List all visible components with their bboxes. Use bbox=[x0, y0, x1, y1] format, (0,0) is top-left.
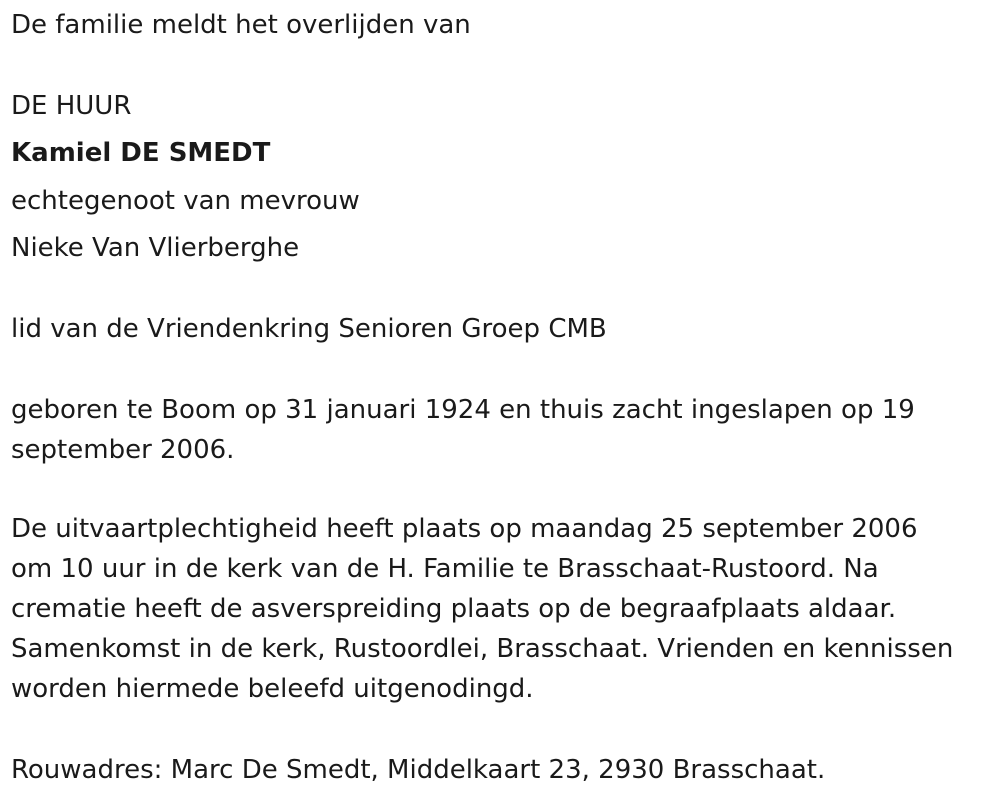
deceased-prefix: DE HUUR bbox=[11, 91, 132, 121]
funeral-line: om 10 uur in de kerk van de H. Familie te Brasschaat-Rustoord. Na bbox=[11, 554, 879, 584]
birth-death-line: geboren te Boom op 31 januari 1924 en thuis zacht ingeslapen op 19 bbox=[11, 395, 915, 425]
funeral-line: Samenkomst in de kerk, Rustoordlei, Brasschaat. Vrienden en kennissen bbox=[11, 634, 954, 664]
spouse-name: Nieke Van Vlierberghe bbox=[11, 233, 300, 263]
birth-death-line: september 2006. bbox=[11, 435, 235, 465]
funeral-line: De uitvaartplechtigheid heeft plaats op maandag 25 september 2006 bbox=[11, 514, 918, 544]
intro-text: De familie meldt het overlijden van bbox=[11, 10, 471, 40]
mourning-address: Rouwadres: Marc De Smedt, Middelkaart 23, 2930 Brasschaat. bbox=[11, 755, 826, 785]
deceased-name: Kamiel DE SMEDT bbox=[11, 138, 271, 168]
funeral-paragraph bbox=[11, 509, 986, 709]
funeral-line: crematie heeft de asverspreiding plaats op de begraafplaats aldaar. bbox=[11, 594, 897, 624]
funeral-line: worden hiermede beleefd uitgenodingd. bbox=[11, 674, 534, 704]
birth-death-paragraph bbox=[11, 390, 986, 470]
membership-text: lid van de Vriendenkring Senioren Groep CMB bbox=[11, 314, 607, 344]
spouse-label: echtegenoot van mevrouw bbox=[11, 186, 360, 216]
